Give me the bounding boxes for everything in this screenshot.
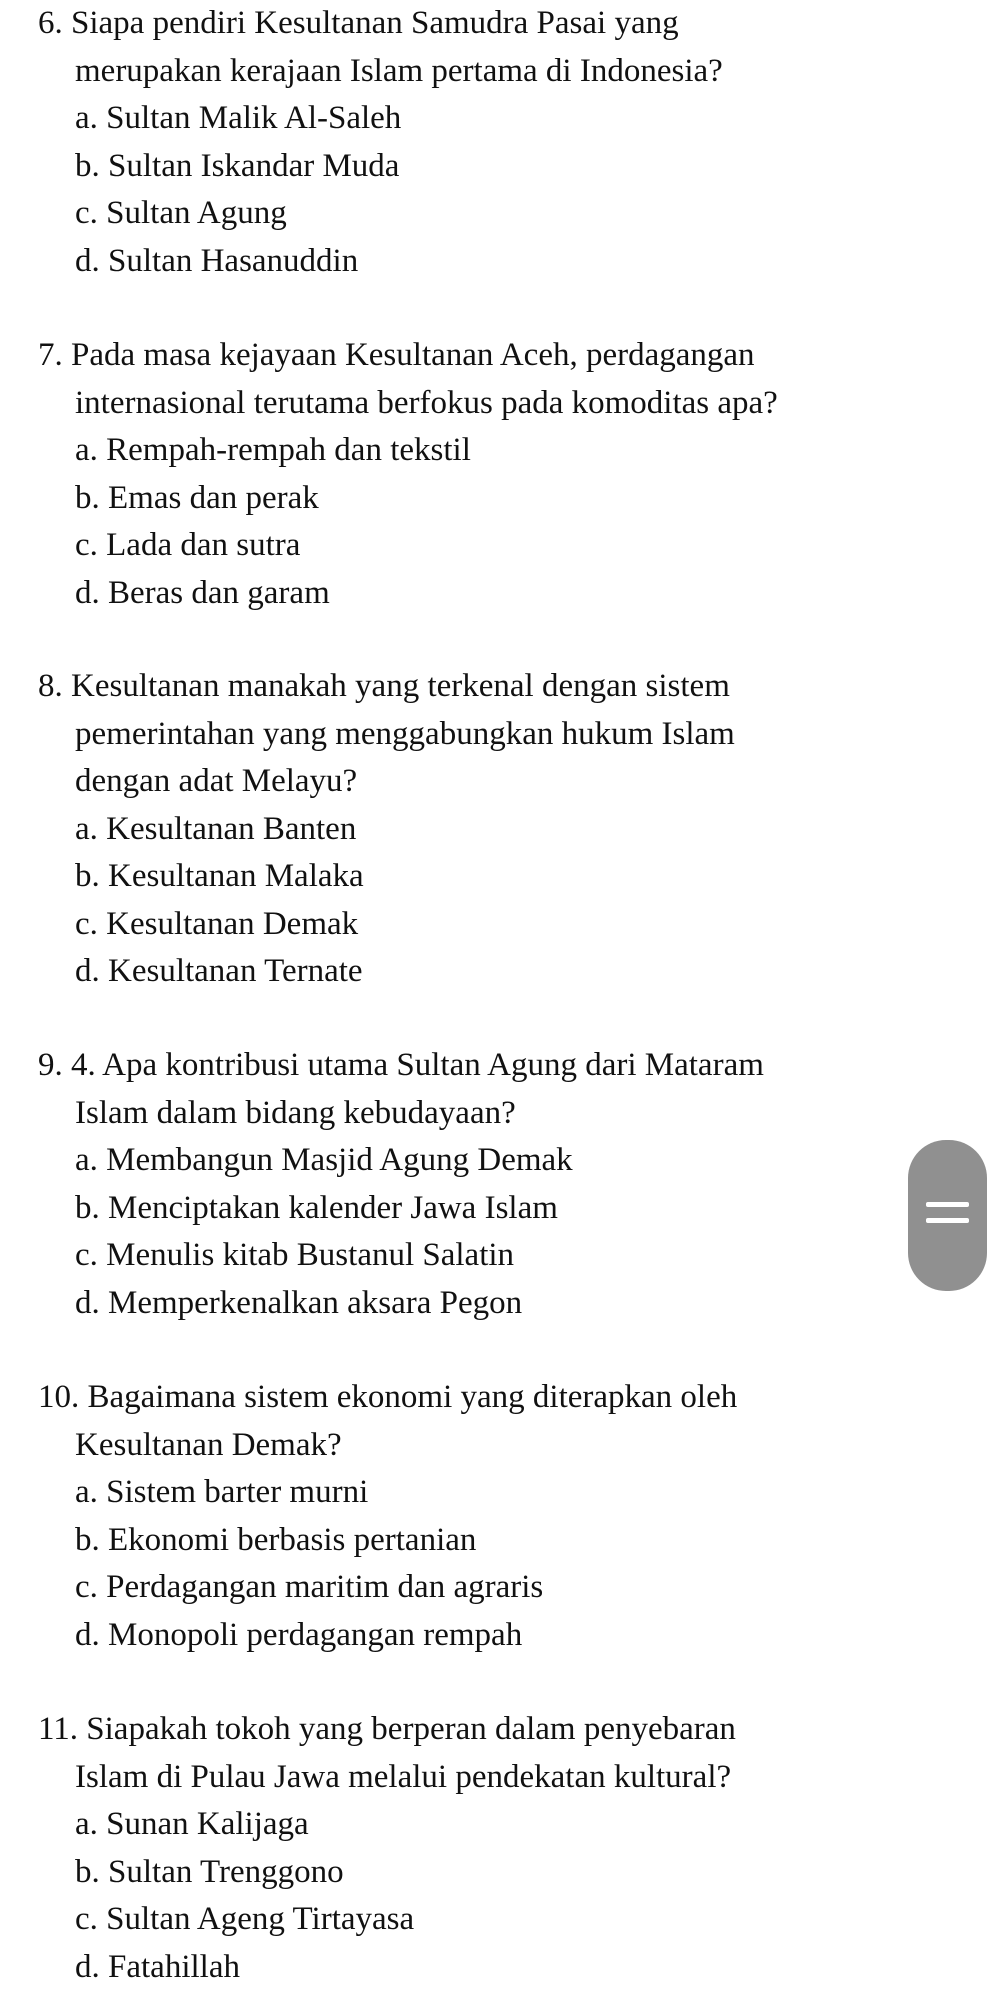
option-d: d. Kesultanan Ternate <box>38 948 938 996</box>
question-11 <box>38 1706 938 1991</box>
option-b: b. Menciptakan kalender Jawa Islam <box>38 1185 938 1233</box>
option-a: a. Rempah-rempah dan tekstil <box>38 427 938 475</box>
question-text: Kesultanan Demak? <box>38 1422 938 1470</box>
question-7 <box>38 332 938 617</box>
option-a: a. Sunan Kalijaga <box>38 1801 938 1849</box>
question-text: pemerintahan yang menggabungkan hukum Islam <box>38 711 938 759</box>
question-text: internasional terutama berfokus pada komoditas apa? <box>38 380 938 428</box>
question-text: dengan adat Melayu? <box>38 758 938 806</box>
option-a: a. Membangun Masjid Agung Demak <box>38 1137 938 1185</box>
option-c: c. Menulis kitab Bustanul Salatin <box>38 1232 938 1280</box>
option-d: d. Memperkenalkan aksara Pegon <box>38 1280 938 1328</box>
option-c: c. Perdagangan maritim dan agraris <box>38 1564 938 1612</box>
question-text: 8. Kesultanan manakah yang terkenal dengan sistem <box>38 663 938 711</box>
question-text: merupakan kerajaan Islam pertama di Indonesia? <box>38 48 938 96</box>
option-a: a. Sultan Malik Al-Saleh <box>38 95 938 143</box>
question-text: 7. Pada masa kejayaan Kesultanan Aceh, perdagangan <box>38 332 938 380</box>
question-6 <box>38 0 938 285</box>
option-b: b. Ekonomi berbasis pertanian <box>38 1517 938 1565</box>
option-b: b. Sultan Iskandar Muda <box>38 143 938 191</box>
question-text: Islam dalam bidang kebudayaan? <box>38 1090 938 1138</box>
option-d: d. Beras dan garam <box>38 570 938 618</box>
option-c: c. Lada dan sutra <box>38 522 938 570</box>
question-text: 11. Siapakah tokoh yang berperan dalam penyebaran <box>38 1706 938 1754</box>
option-b: b. Kesultanan Malaka <box>38 853 938 901</box>
option-d: d. Sultan Hasanuddin <box>38 238 938 286</box>
option-c: c. Sultan Agung <box>38 190 938 238</box>
question-8 <box>38 663 938 996</box>
option-b: b. Sultan Trenggono <box>38 1849 938 1897</box>
option-d: d. Monopoli perdagangan rempah <box>38 1612 938 1660</box>
scroll-handle[interactable] <box>908 1140 987 1291</box>
option-c: c. Sultan Ageng Tirtayasa <box>38 1896 938 1944</box>
question-text: 6. Siapa pendiri Kesultanan Samudra Pasai yang <box>38 0 938 48</box>
question-9 <box>38 1042 938 1327</box>
option-a: a. Kesultanan Banten <box>38 806 938 854</box>
question-text: Islam di Pulau Jawa melalui pendekatan kultural? <box>38 1754 938 1802</box>
question-10 <box>38 1374 938 1659</box>
option-a: a. Sistem barter murni <box>38 1469 938 1517</box>
question-text: 10. Bagaimana sistem ekonomi yang diterapkan oleh <box>38 1374 938 1422</box>
question-text: 9. 4. Apa kontribusi utama Sultan Agung dari Mataram <box>38 1042 938 1090</box>
option-b: b. Emas dan perak <box>38 475 938 523</box>
option-d: d. Fatahillah <box>38 1944 938 1991</box>
option-c: c. Kesultanan Demak <box>38 901 938 949</box>
